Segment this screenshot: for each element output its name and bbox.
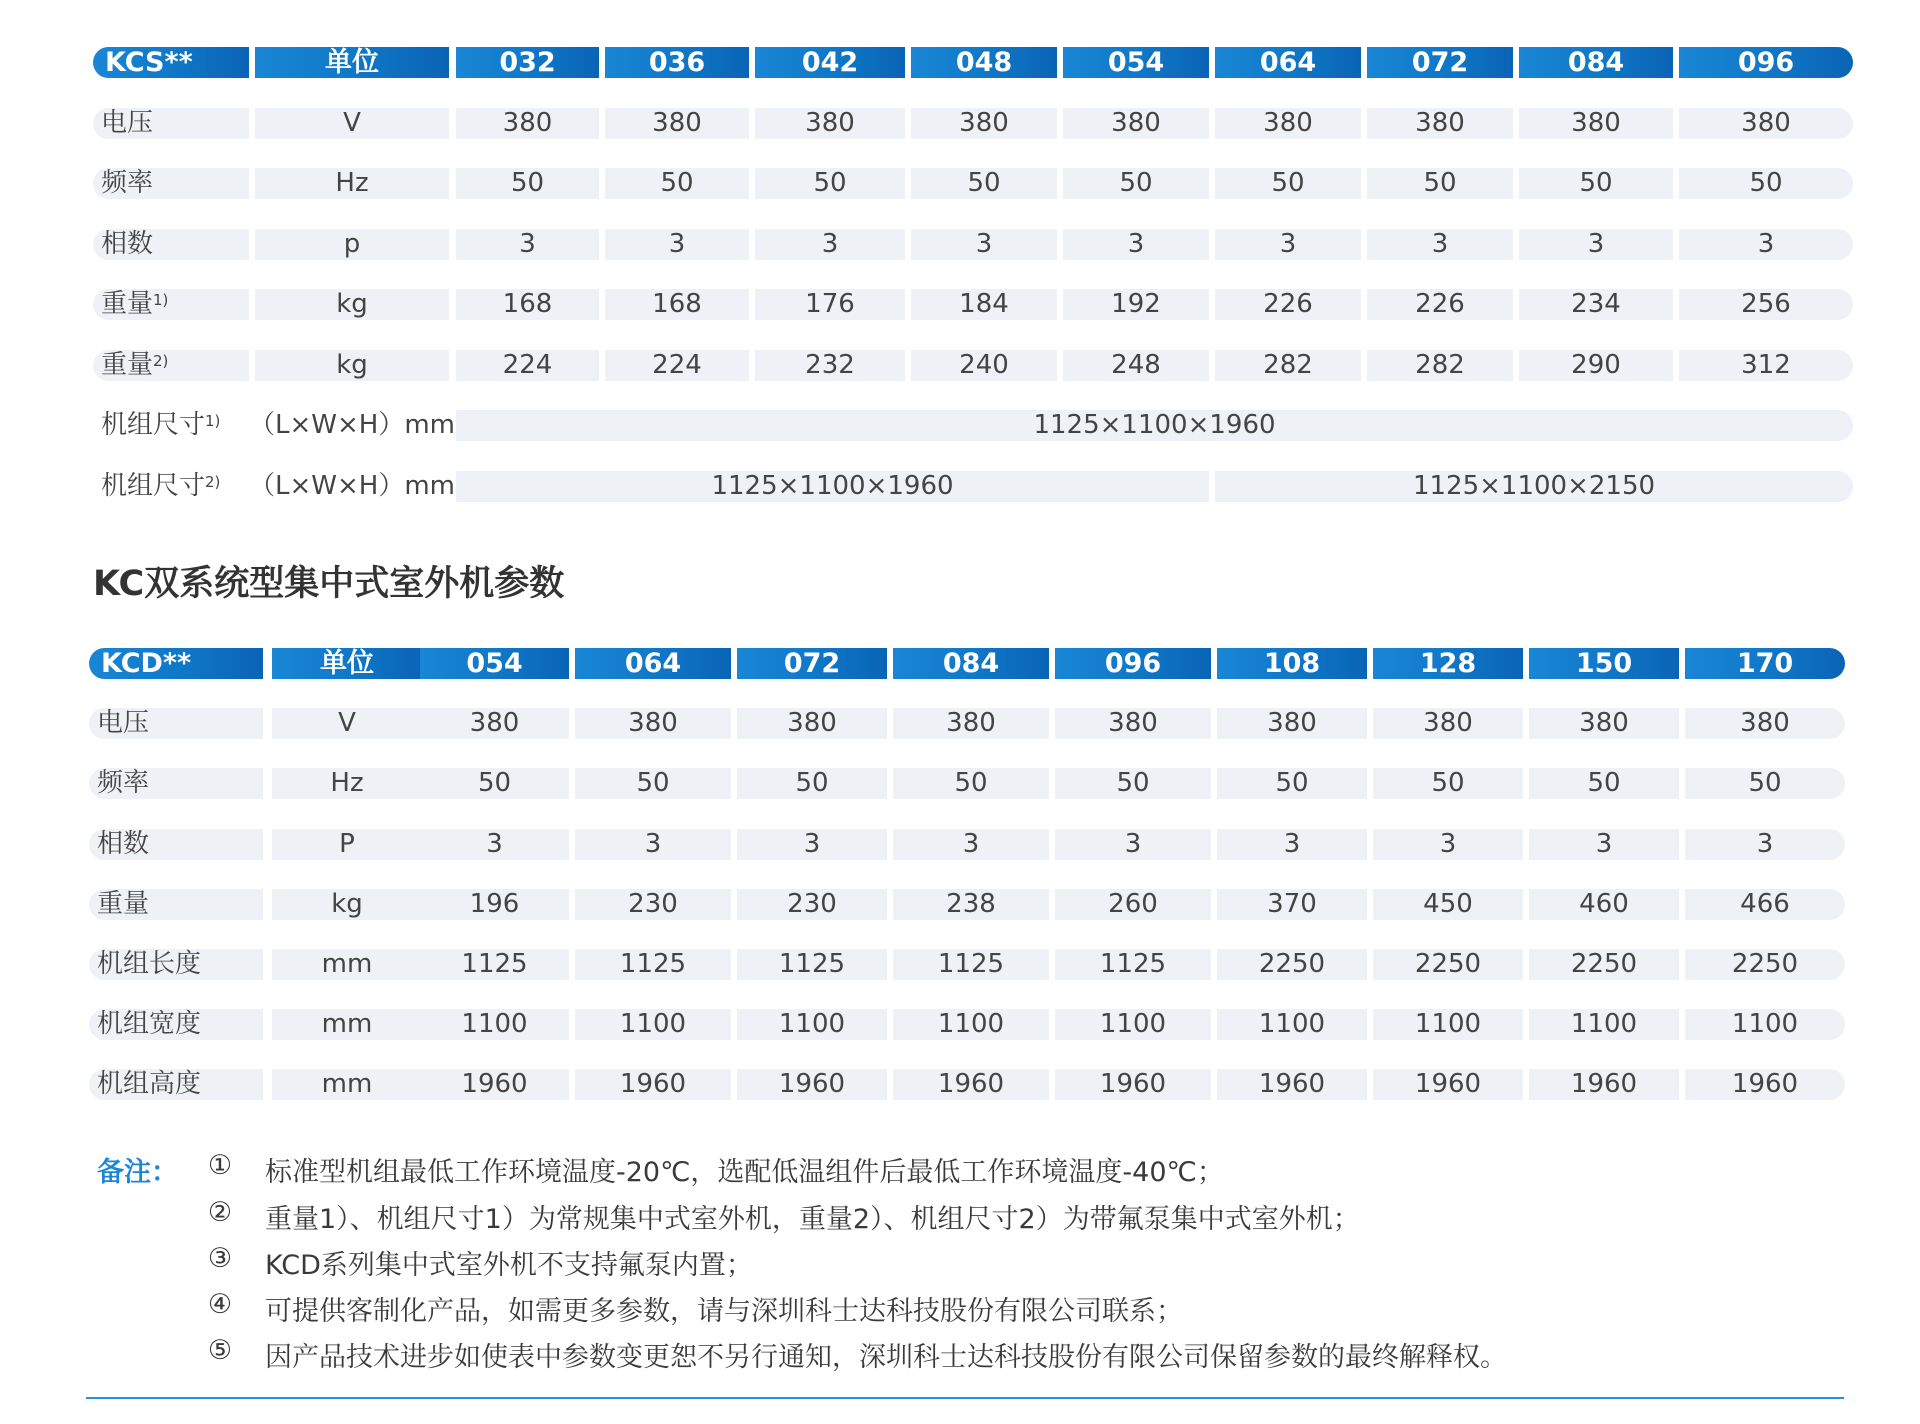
row-label-text: 机组高度 [97, 1069, 202, 1100]
row-value: 466 [1685, 889, 1845, 920]
notes-label: 备注： [97, 1157, 178, 1188]
row-value: 282 [1367, 350, 1513, 381]
header-model-code: 084 [1519, 47, 1673, 78]
row-label-text: 重量 [101, 349, 154, 380]
row-value: 2250 [1217, 949, 1367, 980]
row-unit: mm [272, 1069, 422, 1100]
note-number: ① [207, 1150, 233, 1181]
row-unit: （L×W×H）mm [249, 410, 455, 440]
row-value: 234 [1519, 289, 1673, 320]
row-value: 1100 [1373, 1009, 1523, 1040]
row-value: 1960 [1217, 1069, 1367, 1100]
row-value: 1960 [575, 1069, 731, 1100]
row-value: 232 [755, 350, 905, 381]
header-model-code: 032 [456, 47, 599, 78]
header-model-cell: KCS** [93, 47, 249, 78]
row-value: 50 [1519, 168, 1673, 199]
kcd-section-title: KC双系统型集中式室外机参数 [93, 564, 565, 604]
footnote-marker: 2) [153, 351, 169, 370]
row-label [89, 1069, 263, 1100]
row-value: 3 [1373, 829, 1523, 860]
row-label [89, 829, 263, 860]
row-value: 3 [737, 829, 887, 860]
row-value: 50 [893, 768, 1049, 799]
row-label-text: 重量 [97, 888, 150, 919]
row-value: 1960 [1685, 1069, 1845, 1100]
row-value: 260 [1055, 889, 1211, 920]
row-value: 1100 [893, 1009, 1049, 1040]
row-unit: P [272, 829, 422, 860]
row-value: 3 [1217, 829, 1367, 860]
row-value: 3 [1529, 829, 1679, 860]
row-value: 256 [1679, 289, 1853, 320]
row-value: 290 [1519, 350, 1673, 381]
row-value: 380 [456, 108, 599, 139]
row-value: 380 [1367, 108, 1513, 139]
row-value: 248 [1063, 350, 1209, 381]
row-value: 230 [575, 889, 731, 920]
row-value: 380 [1373, 708, 1523, 739]
row-value: 380 [755, 108, 905, 139]
row-value: 380 [605, 108, 749, 139]
row-label-text: 电压 [97, 708, 150, 739]
table-header-row [89, 648, 1845, 679]
row-label [93, 108, 249, 139]
row-label-text: 相数 [101, 228, 154, 259]
footnote-marker: 1) [205, 412, 221, 430]
row-value: 3 [1367, 229, 1513, 260]
row-value: 1100 [1055, 1009, 1211, 1040]
row-unit: Hz [255, 168, 449, 199]
row-label-text: 机组尺寸 [101, 410, 206, 440]
row-value: 184 [911, 289, 1057, 320]
row-label [89, 1009, 263, 1040]
row-value: 2250 [1529, 949, 1679, 980]
kcs-spec-table [93, 47, 1853, 507]
row-unit: p [255, 229, 449, 260]
row-value: 380 [1519, 108, 1673, 139]
row-value: 1125 [420, 949, 569, 980]
row-value: 2250 [1373, 949, 1523, 980]
row-label [93, 471, 255, 502]
row-value: 3 [1679, 229, 1853, 260]
row-value: 238 [893, 889, 1049, 920]
row-value: 380 [1055, 708, 1211, 739]
row-value: 2250 [1685, 949, 1845, 980]
row-value: 50 [456, 168, 599, 199]
row-value: 380 [1063, 108, 1209, 139]
row-value: 1960 [893, 1069, 1049, 1100]
row-value: 3 [456, 229, 599, 260]
note-text: 标准型机组最低工作环境温度-20℃，选配低温组件后最低工作环境温度-40℃； [265, 1157, 1224, 1188]
row-value: 50 [1217, 768, 1367, 799]
note-text: 重量1）、机组尺寸1）为常规集中式室外机，重量2）、机组尺寸2）为带氟泵集中式室外机； [265, 1204, 1360, 1235]
row-value: 380 [893, 708, 1049, 739]
row-value: 3 [575, 829, 731, 860]
row-value: 230 [737, 889, 887, 920]
row-value: 224 [456, 350, 599, 381]
row-unit: Hz [272, 768, 422, 799]
row-label [89, 889, 263, 920]
note-text: 可提供客制化产品，如需更多参数，请与深圳科士达科技股份有限公司联系； [265, 1296, 1183, 1327]
row-value: 1960 [1373, 1069, 1523, 1100]
row-value: 50 [420, 768, 569, 799]
row-value: 50 [605, 168, 749, 199]
row-value: 3 [1519, 229, 1673, 260]
row-value: 50 [1063, 168, 1209, 199]
header-model-code: 096 [1679, 47, 1853, 78]
row-value: 1125 [893, 949, 1049, 980]
row-label [93, 289, 249, 320]
row-value: 380 [1685, 708, 1845, 739]
header-model-code: 128 [1373, 648, 1523, 679]
row-value: 1960 [737, 1069, 887, 1100]
footnote-marker: 1) [153, 291, 169, 309]
header-unit-cell: 单位 [272, 648, 422, 679]
row-value: 50 [1367, 168, 1513, 199]
row-label-text: 机组长度 [97, 949, 202, 979]
header-model-cell: KCD** [89, 648, 263, 679]
note-number: ⑤ [207, 1335, 233, 1366]
header-model-code: 170 [1685, 648, 1845, 679]
row-label-text: 频率 [97, 768, 150, 799]
row-value: 50 [1373, 768, 1523, 799]
dimension-span: 1125×1100×1960 [456, 471, 1209, 502]
row-value: 1960 [420, 1069, 569, 1100]
row-value: 460 [1529, 889, 1679, 920]
row-unit: （L×W×H）mm [249, 470, 455, 501]
row-value: 380 [737, 708, 887, 739]
row-value: 1100 [575, 1009, 731, 1040]
header-model-code: 072 [1367, 47, 1513, 78]
header-model-code: 054 [420, 648, 569, 679]
dimension-span: 1125×1100×1960 [456, 410, 1853, 441]
header-model-code: 054 [1063, 47, 1209, 78]
row-value: 3 [1685, 829, 1845, 860]
row-value: 312 [1679, 350, 1853, 381]
row-value: 3 [605, 229, 749, 260]
row-value: 380 [911, 108, 1057, 139]
row-label-text: 机组宽度 [97, 1009, 202, 1040]
row-value: 3 [911, 229, 1057, 260]
row-unit: kg [272, 889, 422, 920]
header-model-code: 108 [1217, 648, 1367, 679]
row-unit: mm [272, 949, 422, 980]
row-value: 380 [1215, 108, 1361, 139]
row-value: 380 [1529, 708, 1679, 739]
row-value: 50 [755, 168, 905, 199]
row-value: 1960 [1529, 1069, 1679, 1100]
row-value: 168 [456, 289, 599, 320]
row-label-text: 电压 [101, 107, 154, 138]
row-value: 450 [1373, 889, 1523, 920]
row-value: 282 [1215, 350, 1361, 381]
header-model-code: 036 [605, 47, 749, 78]
row-value: 380 [420, 708, 569, 739]
row-value: 1100 [737, 1009, 887, 1040]
row-value: 380 [575, 708, 731, 739]
note-text: KCD系列集中式室外机不支持氟泵内置； [265, 1250, 753, 1281]
header-model-code: 048 [911, 47, 1057, 78]
row-value: 50 [1685, 768, 1845, 799]
kcd-spec-table [89, 648, 1849, 1108]
row-unit: kg [255, 350, 449, 381]
row-value: 50 [575, 768, 731, 799]
bottom-divider [86, 1397, 1844, 1399]
header-model-code: 072 [737, 648, 887, 679]
row-label [89, 949, 263, 980]
row-value: 3 [1215, 229, 1361, 260]
row-label [93, 229, 249, 260]
table-header-row [93, 47, 1853, 78]
header-model-code: 150 [1529, 648, 1679, 679]
row-value: 50 [1215, 168, 1361, 199]
row-value: 224 [605, 350, 749, 381]
row-label [89, 708, 263, 739]
note-number: ② [207, 1197, 233, 1228]
row-label [93, 350, 249, 381]
footnote-marker: 2) [205, 472, 221, 491]
row-value: 168 [605, 289, 749, 320]
row-label-text: 相数 [97, 828, 150, 859]
row-value: 50 [1529, 768, 1679, 799]
row-value: 1100 [1529, 1009, 1679, 1040]
row-unit: mm [272, 1009, 422, 1040]
row-value: 1100 [1685, 1009, 1845, 1040]
header-model-code: 064 [575, 648, 731, 679]
row-value: 1100 [420, 1009, 569, 1040]
row-value: 3 [420, 829, 569, 860]
row-value: 380 [1217, 708, 1367, 739]
row-label [93, 168, 249, 199]
row-value: 192 [1063, 289, 1209, 320]
row-value: 370 [1217, 889, 1367, 920]
row-value: 176 [755, 289, 905, 320]
row-value: 3 [893, 829, 1049, 860]
note-number: ③ [207, 1243, 233, 1274]
header-model-code: 042 [755, 47, 905, 78]
row-value: 240 [911, 350, 1057, 381]
header-model-code: 084 [893, 648, 1049, 679]
header-model-code: 064 [1215, 47, 1361, 78]
row-value: 3 [1063, 229, 1209, 260]
row-unit: V [255, 108, 449, 139]
row-unit: kg [255, 289, 449, 320]
row-label [89, 768, 263, 799]
dimension-span: 1125×1100×2150 [1215, 471, 1853, 502]
note-text: 因产品技术进步如使表中参数变更恕不另行通知，深圳科士达科技股份有限公司保留参数的最终解释权。 [265, 1342, 1507, 1373]
row-value: 3 [755, 229, 905, 260]
row-value: 1125 [575, 949, 731, 980]
row-value: 226 [1215, 289, 1361, 320]
row-value: 1960 [1055, 1069, 1211, 1100]
row-value: 50 [1679, 168, 1853, 199]
row-label [93, 410, 255, 441]
row-value: 1125 [1055, 949, 1211, 980]
note-number: ④ [207, 1289, 233, 1320]
header-model-code: 096 [1055, 648, 1211, 679]
row-label-text: 频率 [101, 168, 154, 198]
row-label-text: 机组尺寸 [101, 470, 206, 501]
header-unit-cell: 单位 [255, 47, 449, 78]
row-unit: V [272, 708, 422, 739]
row-value: 196 [420, 889, 569, 920]
row-value: 1100 [1217, 1009, 1367, 1040]
row-label-text: 重量 [101, 289, 154, 319]
row-value: 3 [1055, 829, 1211, 860]
row-value: 50 [1055, 768, 1211, 799]
row-value: 50 [911, 168, 1057, 199]
row-value: 226 [1367, 289, 1513, 320]
row-value: 50 [737, 768, 887, 799]
row-value: 380 [1679, 108, 1853, 139]
row-value: 1125 [737, 949, 887, 980]
